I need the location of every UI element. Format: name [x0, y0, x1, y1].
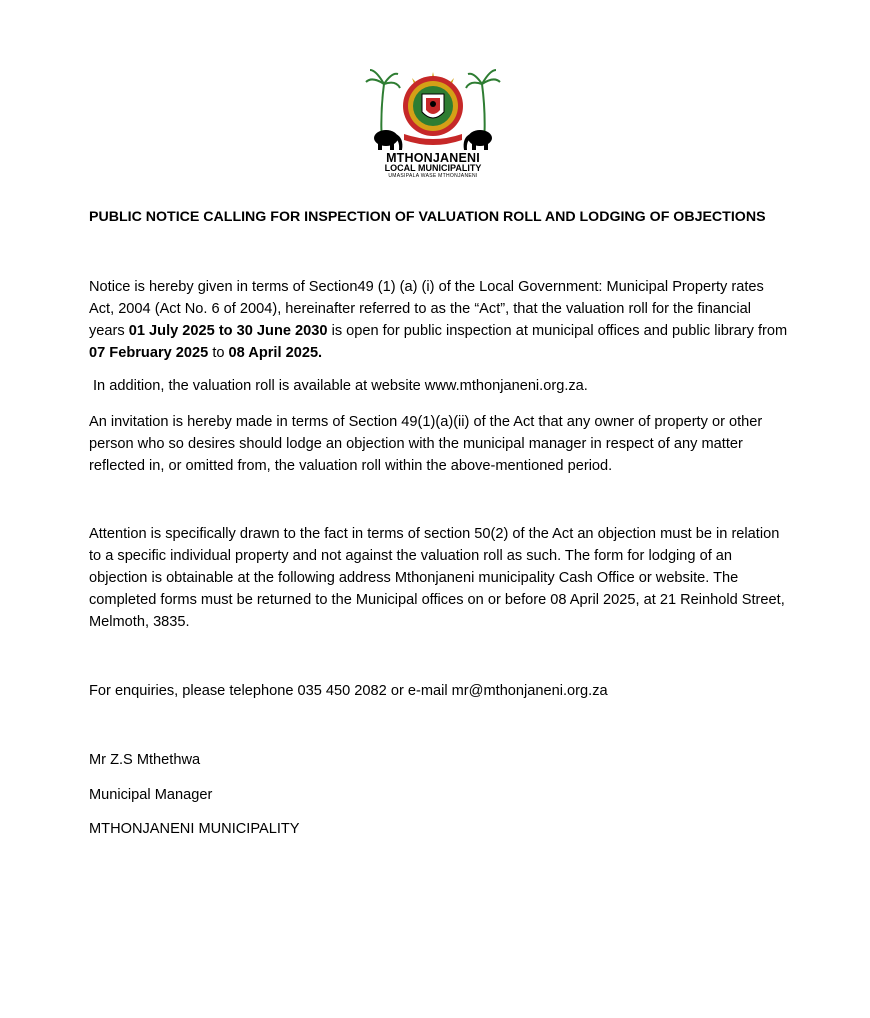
- municipal-crest-icon: [362, 64, 504, 154]
- inspection-end-date: 08 April 2025.: [228, 345, 323, 361]
- paragraph-1-text-2: is open for public inspection at municipal offices and public library from: [327, 323, 788, 339]
- enquiries-line: For enquiries, please telephone 035 450 2082 or e-mail mr@mthonjaneni.org.za: [89, 683, 608, 699]
- signatory-name: Mr Z.S Mthethwa: [89, 752, 201, 768]
- logo-subtitle: LOCAL MUNICIPALITY: [384, 163, 482, 173]
- signatory-position: Municipal Manager: [89, 787, 213, 803]
- notice-paragraph-3: An invitation is hereby made in terms of Section 49(1)(a)(ii) of the Act that any owner of property or other person who so desires should lodge an objection with the municipal manager in respect of any matter reflected in, or omitted from, the valuation roll within the above-mentioned period.: [89, 414, 763, 474]
- notice-paragraph-1: [89, 276, 789, 364]
- inspection-start-date: 07 February 2025: [89, 345, 209, 361]
- paragraph-1-text-1: Notice is hereby given in terms of Section49 (1) (a) (i) of the Local Government: Municipal Property rates Act, 2004 (Act No. 6 of 2004), hereinafter referred to as the “Act”, that the valuation roll for the financial years: [89, 279, 764, 339]
- logo-tagline: UMASIPALA WASE MTHONJANENI: [388, 173, 478, 179]
- notice-title: PUBLIC NOTICE CALLING FOR INSPECTION OF VALUATION ROLL AND LODGING OF OBJECTIONS: [89, 209, 766, 225]
- paragraph-1-text-3: to: [208, 345, 229, 361]
- notice-paragraph-4: Attention is specifically drawn to the fact in terms of section 50(2) of the Act an objection must be in relation to a specific individual property and not against the valuation roll as such. The form for lodging of an objection is obtainable at the following address Mthonjaneni municipality Cash Office or website. The completed forms must be returned to the Municipal offices on or before 08 April 2025, at 21 Reinhold Street, Melmoth, 3835.: [89, 526, 785, 630]
- notice-paragraph-2: In addition, the valuation roll is available at website www.mthonjaneni.org.za.: [93, 378, 588, 394]
- financial-years: 01 July 2025 to 30 June 2030: [128, 323, 328, 339]
- logo-name: MTHONJANENI: [386, 151, 480, 165]
- signatory-organisation: MTHONJANENI MUNICIPALITY: [89, 821, 300, 837]
